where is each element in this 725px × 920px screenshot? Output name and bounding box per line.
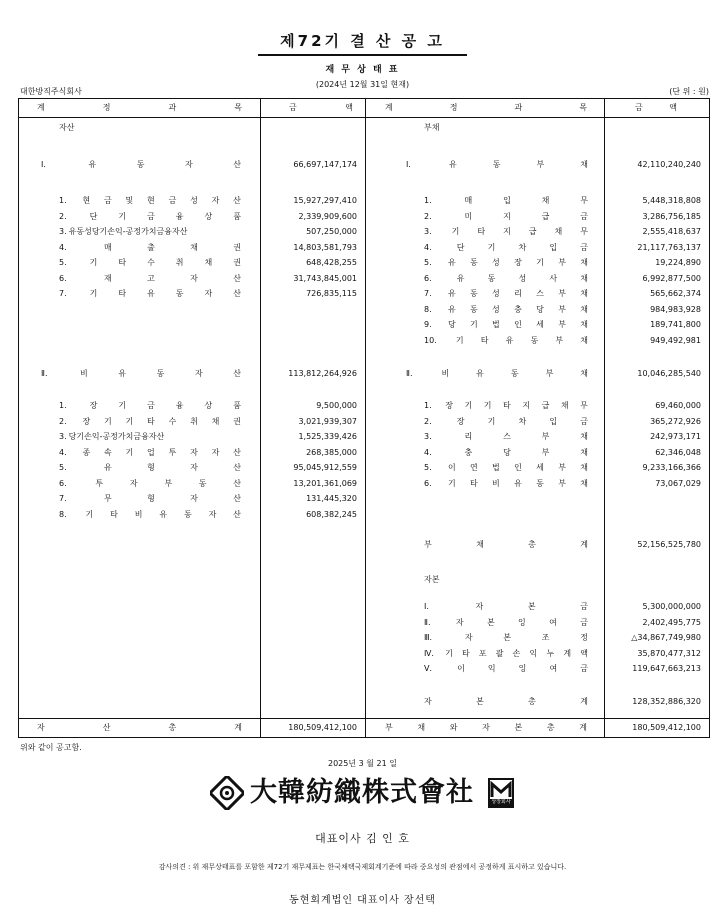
representative: 대표이사 김 인 호: [315, 832, 410, 845]
account-label: 8. 유 동 성 충 당 부 채: [424, 304, 588, 314]
account-label: 4. 충 당 부 채: [424, 447, 588, 457]
totals-row: [19, 718, 709, 737]
amount-value: 42,110,240,240: [637, 160, 701, 169]
table-row: [366, 399, 704, 412]
amount-value: 95,045,912,559: [293, 463, 357, 472]
account-label: Ⅱ. 비 유 동 자 산: [41, 369, 241, 378]
account-label: 6. 기 타 비 유 동 부 채: [424, 478, 588, 488]
account-label: 5. 유 동 성 장 기 부 채: [424, 258, 588, 267]
table-row: [366, 256, 704, 269]
amount-value: 365,272,926: [650, 416, 701, 426]
account-label: 7. 무 형 자 산: [59, 494, 241, 503]
balance-sheet-table: [18, 98, 710, 738]
amount-value: 73,067,029: [655, 478, 701, 488]
account-label: 6. 유 동 성 사 채: [424, 273, 588, 283]
table-row: [19, 492, 357, 505]
table-row: [366, 303, 704, 316]
table-row: [366, 194, 704, 207]
amount-value: 113,812,264,926: [288, 369, 357, 378]
account-label: 6. 투 자 부 동 산: [59, 478, 241, 488]
account-label: 4. 매 출 채 권: [59, 242, 241, 252]
account-header-right: 계 정 과 목: [385, 103, 587, 112]
table-row: [19, 287, 357, 300]
account-label: 자 산: [59, 123, 75, 132]
amount-value: 268,385,000: [306, 447, 357, 457]
amount-value: 31,743,845,001: [293, 273, 357, 283]
table-row: [19, 477, 357, 490]
company-signature: [210, 772, 520, 816]
table-row: [366, 241, 704, 254]
account-label: 8. 기 타 비 유 동 자 산: [59, 509, 241, 519]
closing-note: 위와 같이 공고함.: [20, 743, 82, 752]
account-label: 5. 이 연 법 인 세 부 채: [424, 463, 588, 472]
table-row: [366, 210, 704, 223]
amount-value: 242,973,171: [650, 432, 701, 441]
account-label: 5. 유 형 자 산: [59, 463, 241, 472]
table-row: [366, 272, 704, 285]
account-label: Ⅱ. 비 유 동 부 채: [406, 369, 588, 378]
account-label: 2. 단 기 금 융 상 품: [59, 211, 241, 221]
table-row: [366, 477, 704, 490]
total-row: [366, 695, 704, 708]
notice-date: 2025년 3 월 21 일: [328, 759, 397, 768]
table-row: [19, 399, 357, 412]
account-label: 4. 단 기 차 입 금: [424, 242, 588, 252]
amount-value: 984,983,928: [650, 304, 701, 314]
table-row: [19, 272, 357, 285]
account-label: 7. 유 동 성 리 스 부 채: [424, 289, 588, 298]
amount-value: 565,662,374: [650, 289, 701, 298]
account-label: 1. 장 기 기 타 지 급 채 무: [424, 401, 588, 410]
amount-value: 131,445,320: [306, 494, 357, 503]
account-label: 3. 당기손익-공정가치금융자산: [59, 432, 165, 441]
account-label: Ⅴ. 이 익 잉 여 금: [424, 664, 588, 673]
asset-total-amount: 180,509,412,100: [288, 723, 357, 732]
account-label: 2. 장 기 기 타 수 취 채 권: [59, 416, 241, 426]
amount-value: 21,117,763,137: [637, 242, 701, 252]
account-label: Ⅰ. 유 동 자 산: [41, 160, 241, 169]
table-row: [19, 508, 357, 521]
subtotal-row: [19, 158, 357, 171]
audit-opinion: 감사의견 : 위 재무상태표를 포함한 제72기 재무제표는 한국채택국제회계기준에 따라 중요성의 관점에서 공정하게 표시하고 있습니다.: [158, 863, 567, 871]
amount-value: 189,741,800: [650, 320, 701, 329]
amount-value: 3,286,756,185: [642, 211, 701, 221]
account-label: 3. 기 타 지 급 채 무: [424, 227, 588, 236]
auditor: 동현회계법인 대표이사 장선택: [289, 895, 436, 906]
amount-value: 19,224,890: [655, 258, 701, 267]
amount-value: 15,927,297,410: [293, 196, 357, 205]
amount-value: 949,492,981: [650, 335, 701, 345]
unit-label: (단 위 : 원): [669, 87, 709, 96]
account-header-left: 계 정 과 목: [37, 103, 242, 112]
amount-header-left: 금 액: [289, 103, 353, 112]
amount-value: 52,156,525,780: [637, 540, 701, 549]
account-label: 자 본: [424, 575, 440, 584]
company-hanja-name: 大韓紡織株式會社: [250, 777, 474, 808]
account-label: 부 채: [424, 123, 440, 132]
account-label: 3. 리 스 부 채: [424, 432, 588, 441]
grand-total-amount: 180,509,412,100: [632, 723, 701, 732]
amount-value: 3,021,939,307: [298, 416, 357, 426]
amount-value: 35,870,477,312: [637, 648, 701, 658]
divider: [260, 99, 261, 737]
account-label: Ⅳ. 기 타 포 괄 손 익 누 계 액: [424, 648, 588, 658]
amount-value: 6,992,877,500: [642, 273, 701, 283]
amount-value: 9,233,166,366: [642, 463, 701, 472]
account-label: 1. 매 입 채 무: [424, 196, 588, 205]
account-label: 6. 재 고 자 산: [59, 273, 241, 283]
table-row: [19, 446, 357, 459]
table-row: [366, 318, 704, 331]
account-label: 7. 기 타 유 동 자 산: [59, 289, 241, 298]
amount-value: 69,460,000: [655, 401, 701, 410]
table-row: [19, 461, 357, 474]
table-row: [366, 225, 704, 238]
amount-value: △34,867,749,980: [631, 633, 701, 642]
table-header: [19, 99, 709, 118]
amount-value: 119,647,663,213: [632, 664, 701, 673]
account-label: 자 본 총 계: [424, 697, 588, 706]
table-row: [19, 256, 357, 269]
account-label: 5. 기 타 수 취 채 권: [59, 258, 241, 267]
amount-value: 14,803,581,793: [293, 242, 357, 252]
amount-value: 128,352,886,320: [632, 697, 701, 706]
table-row: [366, 647, 704, 660]
account-label: 3. 유동성당기손익-공정가치금융자산: [59, 227, 188, 236]
table-row: [19, 210, 357, 223]
amount-value: 2,402,495,775: [642, 617, 701, 627]
amount-value: 1,525,339,426: [298, 432, 357, 441]
account-label: Ⅲ. 자 본 조 정: [424, 633, 588, 642]
notice-title: 제72기 결 산 공 고: [258, 30, 467, 56]
grand-total-label: 부 채 와 자 본 총 계: [385, 723, 587, 732]
amount-value: 5,300,000,000: [642, 602, 701, 611]
account-label: 9. 당 기 법 인 세 부 채: [424, 320, 588, 329]
amount-value: 66,697,147,174: [293, 160, 357, 169]
asset-total-label: 자 산 총 계: [37, 723, 242, 732]
table-row: [19, 415, 357, 428]
amount-value: 62,346,048: [655, 447, 701, 457]
amount-value: 9,500,000: [316, 401, 357, 410]
amount-value: 507,250,000: [306, 227, 357, 236]
section-row: [366, 573, 704, 586]
total-row: [366, 538, 704, 551]
table-row: [366, 631, 704, 644]
amount-value: 10,046,285,540: [637, 369, 701, 378]
table-row: [366, 446, 704, 459]
table-row: [366, 430, 704, 443]
account-label: Ⅰ. 자 본 금: [424, 602, 588, 611]
amount-header-right: 금 액: [635, 103, 677, 112]
statement-title: 재 무 상 태 표: [325, 65, 400, 75]
account-label: Ⅱ. 자 본 잉 여 금: [424, 617, 588, 627]
account-label: 10. 기 타 유 동 부 채: [424, 335, 588, 345]
account-label: 2. 장 기 차 입 금: [424, 416, 588, 426]
as-of-date: (2024년 12월 31일 현재): [315, 80, 410, 89]
seal-mark-icon: [490, 781, 512, 799]
listed-company-seal: [488, 778, 514, 808]
amount-value: 13,201,361,069: [293, 478, 357, 488]
table-row: [19, 241, 357, 254]
account-label: 2. 미 지 급 금: [424, 211, 588, 221]
table-row: [19, 225, 357, 238]
table-row: [366, 662, 704, 675]
table-row: [366, 461, 704, 474]
company-name: 대한방직주식회사: [20, 87, 82, 96]
amount-value: 726,835,115: [306, 289, 357, 298]
subtotal-row: [366, 158, 704, 171]
amount-value: 5,448,318,808: [642, 196, 701, 205]
account-label: 부 채 총 계: [424, 540, 588, 549]
subtotal-row: [366, 367, 704, 380]
table-row: [366, 616, 704, 629]
table-row: [19, 430, 357, 443]
account-label: 4. 종 속 기 업 투 자 자 산: [59, 447, 241, 457]
account-label: Ⅰ. 유 동 부 채: [406, 160, 588, 169]
account-label: 1. 현 금 및 현 금 성 자 산: [59, 196, 241, 205]
amount-value: 608,382,245: [306, 509, 357, 519]
seal-label: 상장회사: [491, 799, 511, 805]
amount-value: 2,339,909,600: [298, 211, 357, 221]
company-logo-icon: [210, 776, 244, 810]
section-row: [19, 121, 259, 134]
section-row: [366, 121, 704, 134]
subtotal-row: [19, 367, 357, 380]
account-label: 1. 장 기 금 융 상 품: [59, 401, 241, 410]
amount-value: 648,428,255: [306, 258, 357, 267]
table-row: [19, 194, 357, 207]
table-row: [366, 600, 704, 613]
amount-value: 2,555,418,637: [642, 227, 701, 236]
table-row: [366, 415, 704, 428]
table-row: [366, 334, 704, 347]
table-row: [366, 287, 704, 300]
